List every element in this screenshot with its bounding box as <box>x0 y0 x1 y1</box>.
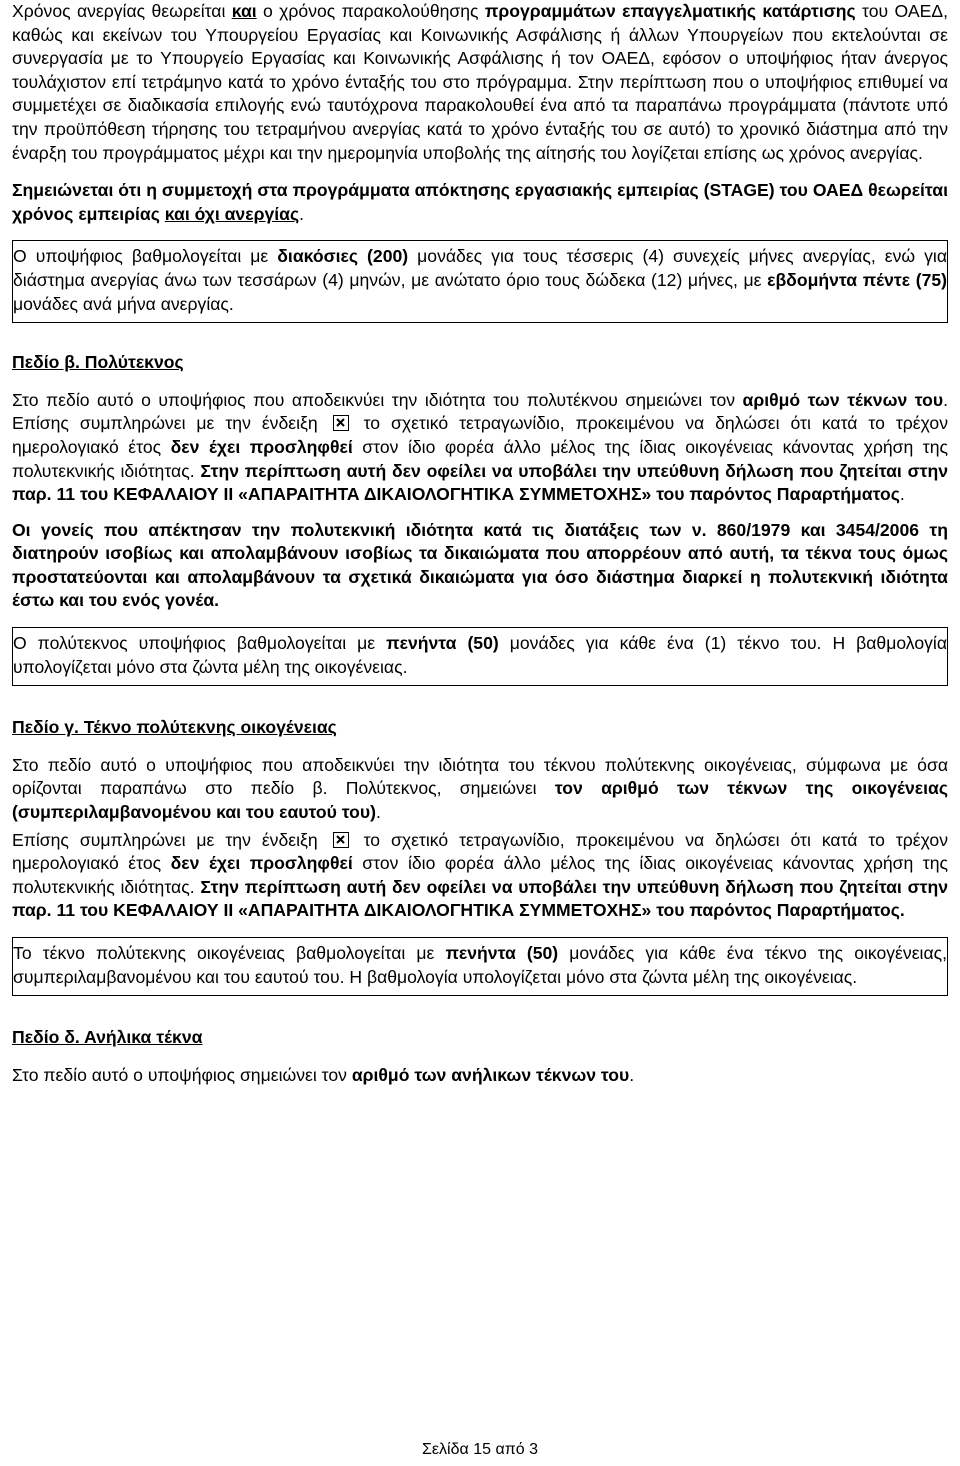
text: . <box>299 203 304 224</box>
scoring-text <box>13 632 947 679</box>
scoring-text <box>13 942 947 989</box>
text: . Επίσης συμπληρώνει με την ένδειξη <box>12 389 948 434</box>
text: . <box>376 802 381 823</box>
text: Στο πεδίο αυτό ο υποψήφιος που αποδεικνύει την ιδιότητα του πολυτέκνου σημειώνει τον <box>12 389 743 410</box>
stage-note-paragraph <box>12 179 948 226</box>
unemployment-scoring-box <box>12 240 948 323</box>
text: το σχετικό τετραγωνίδιο, προκειμένου να δηλώσει ότι κατά το τρέχον ημερολογιακό έτος <box>12 829 948 874</box>
text: Χρόνος ανεργίας θεωρείται <box>12 1 232 21</box>
text: Στο πεδίο αυτό ο υποψήφιος σημειώνει τον <box>12 1064 352 1085</box>
field-b-paragraph-1 <box>12 389 948 507</box>
page-number-footer: Σελίδα 15 από 3 <box>422 1441 538 1458</box>
text: το σχετικό τετραγωνίδιο, προκειμένου να δηλώσει ότι κατά το τρέχον ημερολογιακό έτος <box>12 413 948 457</box>
text: και <box>231 1 257 21</box>
field-c-paragraph-1 <box>12 754 948 825</box>
text: και όχι ανεργίας <box>164 203 300 224</box>
text: στον ίδιο φορέα άλλο μέλος της ίδιας οικογένειας κάνοντας χρήση της πολυτεκνικής ιδιότητας. <box>12 436 949 481</box>
text: δεν έχει προσληφθεί <box>170 436 353 457</box>
section-heading-field-b: Πεδίο β. Πολύτεκνος <box>12 352 184 373</box>
text: Ο πολύτεκνος υποψήφιος βαθμολογείται με <box>13 633 387 654</box>
text: Επίσης συμπληρώνει με την ένδειξη <box>12 829 329 850</box>
text: Σημειώνεται ότι η συμμετοχή στα προγράμματα απόκτησης εργασιακής εμπειρίας (STAGE) του ΟΑΕΔ θεωρείται χρόνος εμπειρίας <box>12 180 948 224</box>
text: μονάδες για τους τέσσερις (4) συνεχείς μήνες ανεργίας, ενώ για διάστημα ανεργίας άνω των τεσσάρων (4) μηνών, με ανώτατο όριο τους δώδεκα (12) μήνες, με <box>13 246 948 290</box>
text: Το τέκνο πολύτεκνης οικογένειας βαθμολογείται με <box>13 943 446 963</box>
unemployment-paragraph <box>12 0 948 165</box>
text: πενήντα (50) <box>386 633 499 654</box>
text: προγραμμάτων επαγγελματικής κατάρτισης <box>484 1 856 21</box>
text: Στο πεδίο αυτό ο υποψήφιος που αποδεικνύει την ιδιότητα του τέκνου πολύτεκνης οικογένειας, σύμφωνα με όσα ορίζονται παραπάνω στο πεδίο β. Πολύτεκνος, σημειώνει <box>12 754 948 799</box>
document-page <box>12 0 948 1087</box>
text: δεν έχει προσληφθεί <box>170 853 353 874</box>
section-heading-field-c: Πεδίο γ. Τέκνο πολύτεκνης οικογένειας <box>12 717 337 738</box>
text: . <box>629 1064 635 1085</box>
text: μονάδες για κάθε ένα τέκνο της οικογένειας, συμπεριλαμβανομένου και του εαυτού του. Η βαθμολογία υπολογίζεται μόνο στα ζώντα μέλη της οικογένειας. <box>13 943 947 987</box>
text: Στην περίπτωση αυτή δεν οφείλει να υποβάλει την υπεύθυνη δήλωση που ζητείται στην παρ. 11 του ΚΕΦΑΛΑΙΟΥ ΙΙ «ΑΠΑΡΑΙΤΗΤΑ ΔΙΚΑΙΟΛΟΓΗΤΙΚΑ ΣΥΜΜΕΤΟΧΗΣ» του παρόντος Παραρτήματος. <box>12 876 948 921</box>
text: αριθμό των ανήλικων τέκνων του <box>351 1064 630 1085</box>
text: μονάδες για κάθε ένα (1) τέκνο του. Η βαθμολογία υπολογίζεται μόνο στα ζώντα μέλη της οικογένειας. <box>13 633 947 677</box>
text: αριθμό των τέκνων του <box>742 389 944 410</box>
section-heading-field-d: Πεδίο δ. Ανήλικα τέκνα <box>12 1027 203 1048</box>
field-d-paragraph-1 <box>12 1064 948 1088</box>
text: μονάδες ανά μήνα ανεργίας. <box>13 293 234 314</box>
text: τον αριθμό των τέκνων της οικογένειας (συμπεριλαμβανομένου και του εαυτού του) <box>12 778 948 823</box>
text: του ΟΑΕΔ, καθώς και εκείνων του Υπουργείου Εργασίας και Κοινωνικής Ασφάλισης ή άλλων Υπουργείων που εκτελούνται σε συνεργασία με το Υπουργείο Εργασίας και Κοινωνικής Ασφάλισης ή τον ΟΑΕΔ, εφόσον ο υποψήφιος ήταν άνεργος τουλάχιστον επί τετράμηνο κατά το χρόνο ένταξής του στο πρόγραμμα. Στην περίπτωση που ο υποψήφιος επιθυμεί να συμμετέχει σε διαδικασία επιλογής ενώ ταυτόχρονα παρακολουθεί ένα από τα παραπάνω προγράμματα (πάντοτε υπό την προϋπόθεση τήρησης του τετραμήνου ανεργίας κατά το χρόνο ένταξής του σε αυτό) το χρονικό διάστημα από την έναρξη του προγράμματος μέχρι και την ημερομηνία υποβολής της αίτησής του λογίζεται επίσης ως χρόνος ανεργίας. <box>12 1 948 163</box>
text: Στην περίπτωση αυτή δεν οφείλει να υποβάλει την υπεύθυνη δήλωση που ζητείται στην παρ. 11 του ΚΕΦΑΛΑΙΟΥ ΙΙ «ΑΠΑΡΑΙΤΗΤΑ ΔΙΚΑΙΟΛΟΓΗΤΙΚΑ ΣΥΜΜΕΤΟΧΗΣ» του παρόντος Παραρτήματος <box>12 460 948 505</box>
text: . <box>899 484 905 505</box>
checked-box-icon <box>333 415 349 431</box>
text: Ο υποψήφιος βαθμολογείται με <box>13 246 278 267</box>
field-c-paragraph-2 <box>12 829 948 923</box>
field-c-scoring-box <box>12 937 948 996</box>
scoring-text <box>13 245 947 316</box>
text: στον ίδιο φορέα άλλο μέλος της ίδιας οικογένειας κάνοντας χρήση της πολυτεκνικής ιδιότητας. <box>12 853 949 897</box>
text: διακόσιες (200) <box>277 246 409 267</box>
text: εβδομήντα πέντε (75) <box>767 269 948 290</box>
checked-box-icon <box>333 832 349 848</box>
field-b-paragraph-2: Οι γονείς που απέκτησαν την πολυτεκνική ιδιότητα κατά τις διατάξεις των ν. 860/1979 και 3454/2006 τη διατηρούν ισοβίως και απολαμβάνουν ισοβίως τα δικαιώματα που απορρέουν από αυτή, τα τέκνα τους όμως προστατεύονται και απολαμβάνουν τα σχετικά δικαιώματα για όσο διάστημα διαρκεί η πολυτεκνική ιδιότητα έστω και του ενός γονέα. <box>12 519 948 611</box>
text: πενήντα (50) <box>445 943 559 963</box>
field-b-scoring-box <box>12 627 948 686</box>
text: ο χρόνος παρακολούθησης <box>256 1 485 21</box>
